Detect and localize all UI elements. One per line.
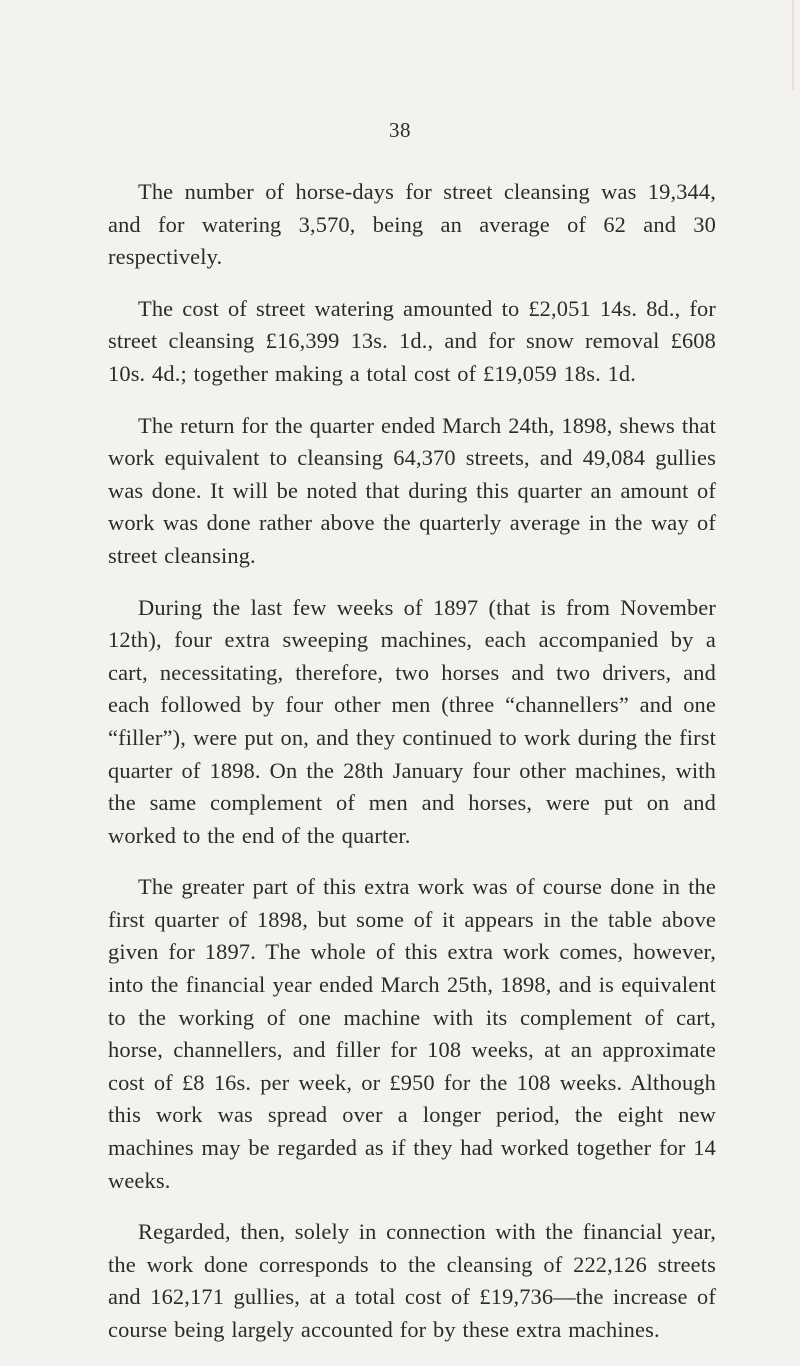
body-text <box>108 176 716 1366</box>
paragraph-costs: The cost of street watering amounted to £2,051 14s. 8d., for street cleansing £16,399 13s. 1d., and for snow removal £608 10s. 4d.; together making a total cost of £19,059 18s. 1d. <box>108 295 716 386</box>
paragraph-financial-year: Regarded, then, solely in connection with the financial year, the work done corresponds to the cleansing of 222,126 streets and 162,171 gullies, at a total cost of £19,736—the increase of course being largely accounted for by these extra machines. <box>108 1219 716 1342</box>
paragraph-extra-machines: During the last few weeks of 1897 (that is from November 12th), four extra sweeping machines, each accompanied by a cart, necessitating, therefore, two horses and two drivers, and each followed by four other men (three “channellers” and one “filler”), were put on, and they continued to work during the first quarter of 1898. On the 28th January four other machines, with the same complement of men and horses, were put on and worked to the end of the quarter. <box>108 594 716 848</box>
page-edge-mark <box>792 0 794 90</box>
paragraph-extra-work: The greater part of this extra work was of course done in the first quarter of 1898, but some of it appears in the table above given for 1897. The whole of this extra work comes, however, into the financial year ended March 25th, 1898, and is equivalent to the working of one machine with its complement of cart, horse, channellers, and filler for 108 weeks, at an approximate cost of £8 16s. per week, or £950 for the 108 weeks. Although this work was spread over a longer period, the eight new machines may be regarded as if they had worked together for 14 weeks. <box>108 874 716 1193</box>
paragraph-horse-days: The number of horse-days for street cleansing was 19,344, and for watering 3,570, being an average of 62 and 30 respectively. <box>108 179 716 270</box>
page-number: 38 <box>389 118 411 142</box>
paragraph-quarter-return: The return for the quarter ended March 24th, 1898, shews that work equivalent to cleansing 64,370 streets, and 49,084 gullies was done. It will be noted that during this quarter an amount of work was done rather above the quarterly average in the way of street cleansing. <box>108 412 716 568</box>
